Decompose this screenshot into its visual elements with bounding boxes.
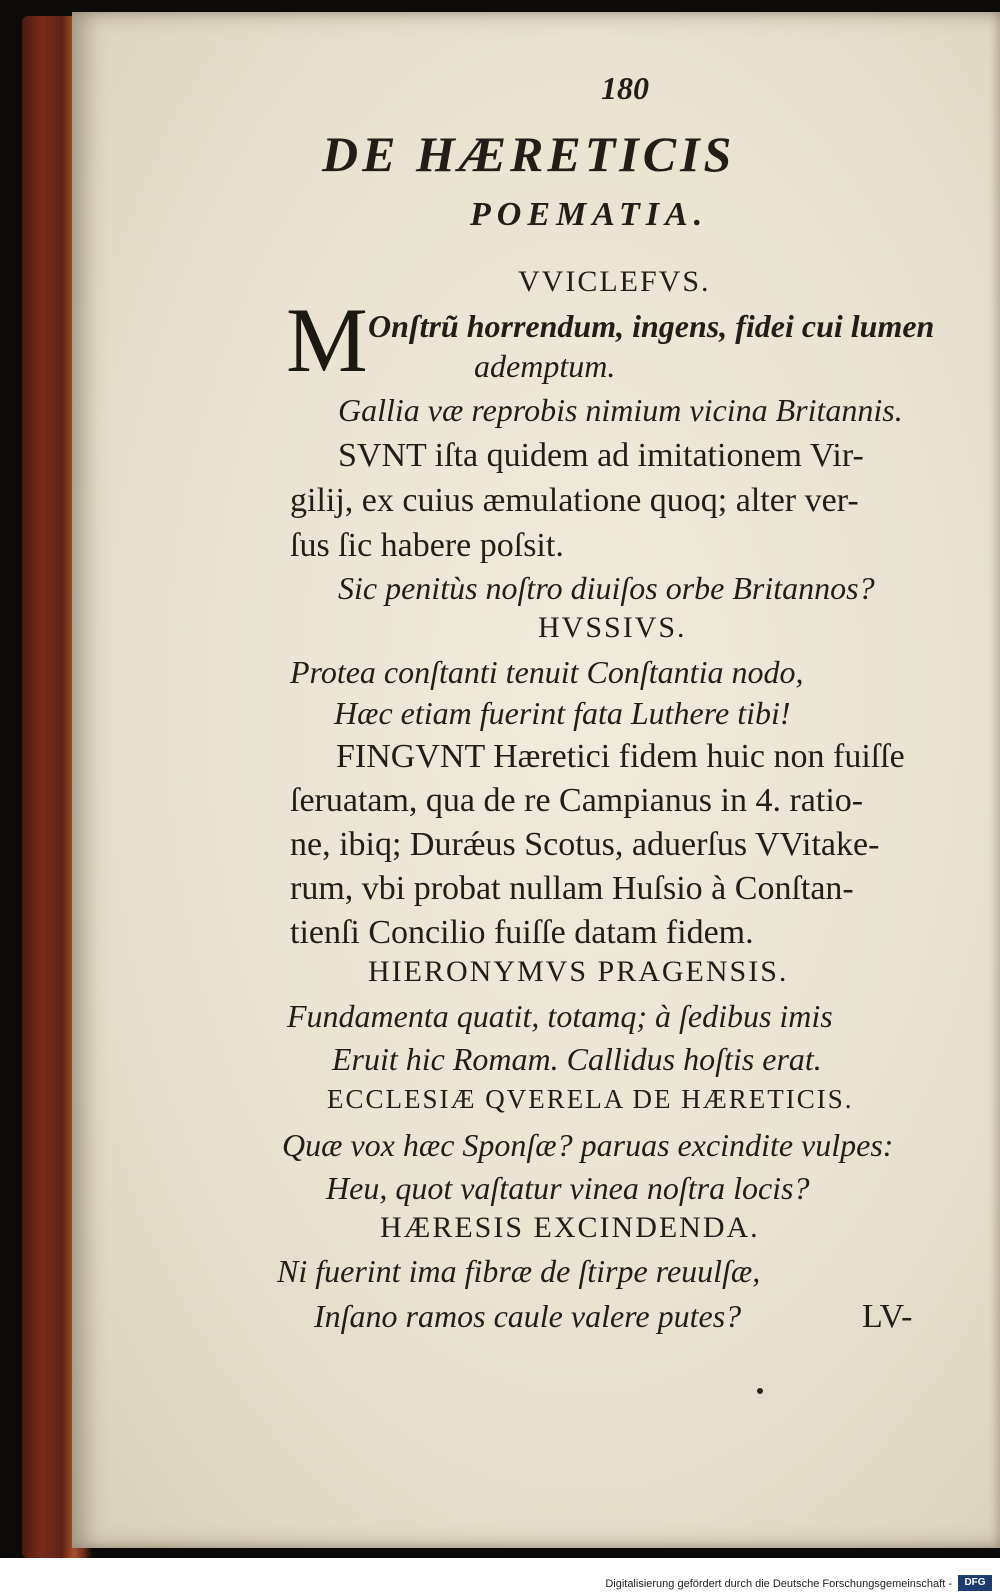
verse-line: Onſtrũ horrendum, ingens, fidei cui lumen	[368, 308, 935, 344]
verse-line: Quæ vox hæc Sponſæ? paruas excindite vulpes:	[282, 1127, 894, 1163]
prose-line: tienſi Concilio fuiſſe datam fidem.	[290, 914, 754, 951]
prose-line: gilij, ex cuius æmulatione quoq; alter ver-	[290, 482, 859, 519]
verse-line: Protea conſtanti tenuit Conſtantia nodo,	[290, 654, 804, 690]
verse-line: Gallia væ reprobis nimium vicina Britannis.	[338, 392, 903, 428]
dfg-logo-icon: DFG	[958, 1575, 992, 1591]
page-number: 180	[601, 70, 649, 106]
section-heading-wiclefus: VVICLEFVS.	[518, 265, 711, 298]
footer-bar	[0, 1558, 1000, 1595]
footer-credit: Digitalisierung gefördert durch die Deutsche Forschungsgemeinschaft -	[605, 1578, 952, 1590]
ink-dot	[757, 1388, 763, 1394]
prose-line: SVNT iſta quidem ad imitationem Vir-	[338, 437, 864, 474]
catchword: LV-	[862, 1298, 913, 1335]
prose-line: rum, vbi probat nullam Huſsio à Conſtan-	[290, 870, 854, 907]
verse-line: Heu, quot vaſtatur vinea noſtra locis?	[326, 1170, 810, 1206]
verse-line: Ni fuerint ima fibræ de ſtirpe reuulſæ,	[277, 1253, 761, 1289]
verse-line: Sic penitùs noſtro diuiſos orbe Britannos?	[338, 570, 875, 606]
prose-line: ſeruatam, qua de re Campianus in 4. ratio-	[290, 782, 864, 819]
section-heading-querela: ECCLESIÆ QVERELA DE HÆRETICIS.	[327, 1084, 854, 1114]
page-title: DE HÆRETICIS	[322, 126, 736, 182]
prose-line: ne, ibiq; Durǽus Scotus, aduerſus VVitake-	[290, 826, 880, 863]
prose-line: FINGVNT Hæretici fidem huic non fuiſſe	[336, 738, 905, 775]
section-heading-hussius: HVSSIVS.	[538, 611, 687, 644]
verse-line: ademptum.	[474, 348, 616, 384]
prose-line: ſus ſic habere poſsit.	[290, 527, 564, 564]
page-subtitle: POEMATIA.	[470, 196, 709, 233]
verse-line: Hæc etiam fuerint fata Luthere tibi!	[334, 695, 791, 731]
section-heading-hieronymus: HIERONYMVS PRAGENSIS.	[368, 955, 789, 988]
verse-line: Eruit hic Romam. Callidus hoſtis erat.	[332, 1041, 822, 1077]
verse-line: Inſano ramos caule valere putes?	[314, 1298, 742, 1334]
drop-cap: M	[286, 289, 368, 391]
section-heading-haeresis: HÆRESIS EXCINDENDA.	[380, 1211, 760, 1244]
verse-line: Fundamenta quatit, totamq; à ſedibus imis	[287, 998, 833, 1034]
